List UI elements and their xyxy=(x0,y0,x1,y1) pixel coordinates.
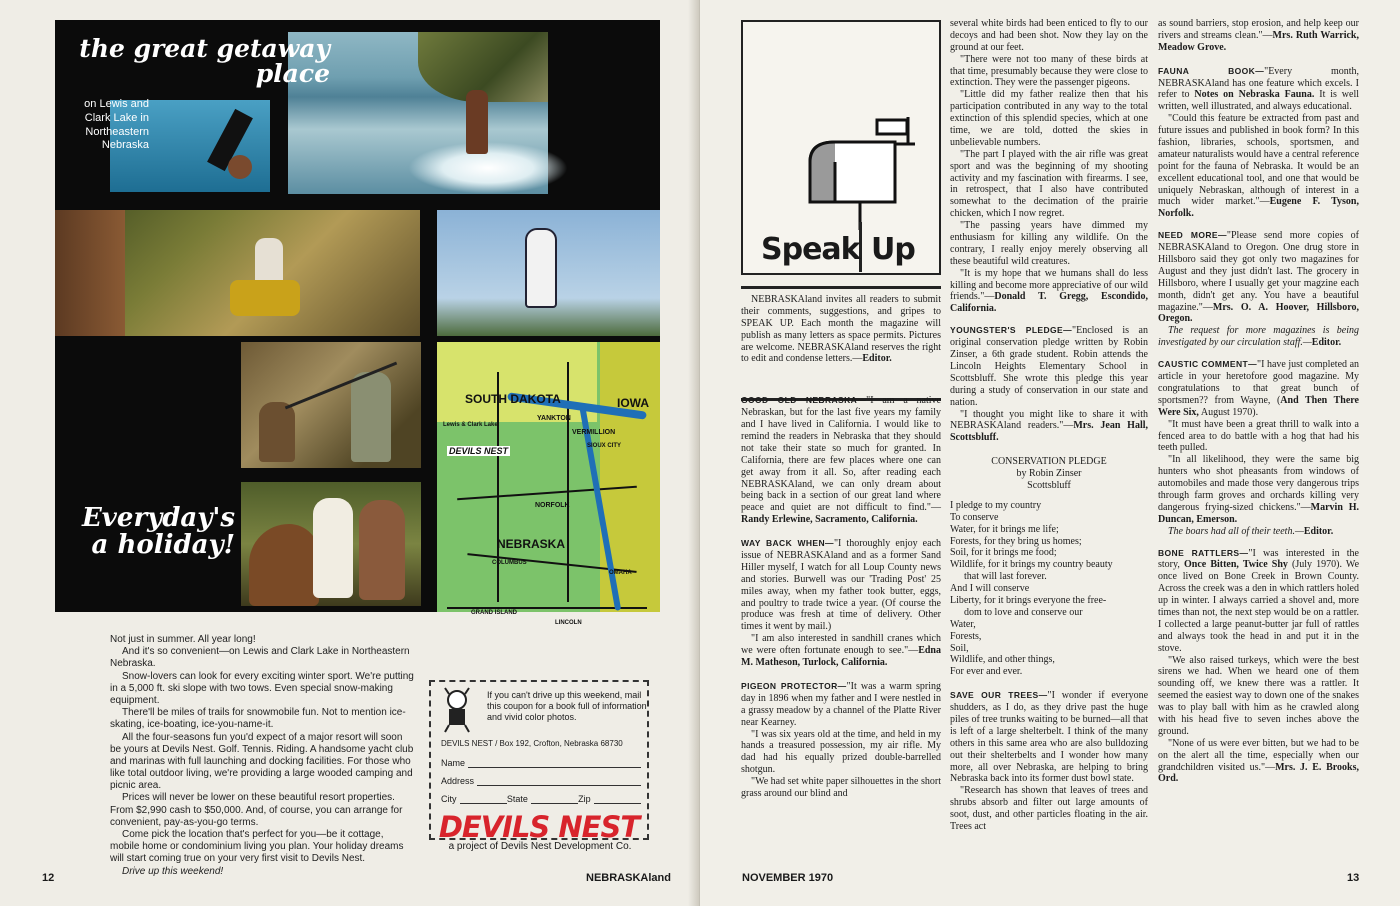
ad-paragraph: All the four-seasons fun you'd expect of a major resort will soon be yours at Devils Nest. Golf. Tennis. Riding. A handsome yacht club and marinas with full launching and docking facilities. For those who like total outdoor living, we're providing a large wooded camping and picnic area. xyxy=(110,731,414,792)
map-label-lake: Lewis & Clark Lake xyxy=(443,422,498,428)
letter-paragraph: "It is my hope that we humans shall do less killing and become more appreciative of our wild friends."—Donald T. Gregg, Escondido, California. xyxy=(950,267,1148,315)
ad-paragraph: Prices will never be lower on these beautiful resort properties. From $2,990 cash to $50,000. And, of course, you can arrange for convenient, pay-as-you-go terms. xyxy=(110,792,403,828)
coupon-address-label: Address xyxy=(441,776,475,786)
ad-paragraph: And it's so convenient—on Lewis and Clark Lake in Northeastern Nebraska. xyxy=(110,646,410,670)
location-map xyxy=(437,342,660,626)
map-town: SIOUX CITY xyxy=(587,443,622,449)
map-label-nebraska: NEBRASKA xyxy=(497,537,566,551)
coupon-instructions: If you can't drive up this weekend, mail this coupon for a book full of information and vivid color photos. xyxy=(487,690,647,722)
devils-nest-logo: DEVILS NEST xyxy=(438,810,640,844)
coupon-name-label: Name xyxy=(441,758,466,768)
letter-paragraph: as sound barriers, stop erosion, and help keep our rivers and streams clean."—Mrs. Ruth Warrick, Meadow Grove. xyxy=(1158,18,1359,53)
speak-up-logo xyxy=(741,20,941,275)
coupon-city-state-zip-field[interactable] xyxy=(441,794,641,804)
letter-youngsters-pledge: YOUNGSTER'S PLEDGE—"Enclosed is an original conservation pledge written by Robin Zinser, a 6th grade student. Robin attends the Lincoln Heights Elementary School in Scottsbluff. She wrote this pledge this year during a study of conservation in our state and nation. xyxy=(950,325,1148,408)
ad-paragraph: Not just in summer. All year long! xyxy=(110,634,256,645)
map-town: GRAND ISLAND xyxy=(471,610,517,616)
location-note: on Lewis and Clark Lake in Northeastern Nebraska xyxy=(84,98,149,152)
letter-paragraph: several white birds had been enticed to fly to our decoys and had been shot. Now they lay on the ground at our feet. xyxy=(950,18,1148,53)
ad-paragraph: There'll be miles of trails for snowmobile fun. Not to mention ice-skating, ice-boating, ice-you-name-it. xyxy=(110,707,406,731)
letter-paragraph: "In all likelihood, they were the same big hunters who shot pheasants from windows of automobiles and made those very dangerous trips through farm groves and orchards killing very dangerous frying-sized chickens."—Marvin H. Duncan, Emerson. xyxy=(1158,454,1360,525)
poem-text: Water, Forests, Soil, Wildlife, and other things, For ever and ever. xyxy=(950,618,1055,678)
letter-paragraph: "We also raised turkeys, which were the best sirens we had. When we heard one of them sounding off, we knew there was a rattler. It seemed the easiest way to down one of the snakes was to play ball with him as he crawled along with his head five to seven inches above the ground. xyxy=(1158,654,1359,737)
letter-paragraph: "I am also interested in sandhill cranes which we were often fortunate enough to see."—Edna M. Matheson, Turlock, California. xyxy=(741,633,941,669)
horse-riders-photo xyxy=(241,482,421,606)
map-town: OMAHA xyxy=(609,570,632,576)
letter-fauna-book: FAUNA BOOK—"Every month, NEBRASKAland has one feature which excels. I refer to Notes on Nebraska Fauna. It is well written, well illustrated, and always educational. xyxy=(1158,65,1359,113)
letter-paragraph: "It must have been a great thrill to walk into a fenced area to do battle with a hog that had his teeth pulled. xyxy=(1158,418,1359,454)
ad-paragraph: Come pick the location that's perfect for you—be it cottage, mobile home or condominium living you plan. Your holiday dreams will start coming true on your very first visit to Devils Nest. xyxy=(110,829,404,865)
letter-paragraph: "Could this feature be extracted from past and future issues and published in book form? In this fashion, libraries, schools, sportsmen, and amateur naturalists would have a central reference point for the fauna of Nebraska. It would be an excellent educational tool, and one that would be uniquely Nebraskan, although of interest in a much wider market."—Eugene F. Tyson, Norfolk. xyxy=(1158,113,1360,220)
poem-text: dom to love and conserve our xyxy=(964,606,1083,618)
poem-title: CONSERVATION PLEDGE by Robin Zinser Scottsbluff xyxy=(991,456,1107,491)
letter-caustic-comment: CAUSTIC COMMENT—"I have just completed an article in your heretofore good magazine. My congratulations to that great bunch of sportsmen?? from Wayne, (And Then There Were Six, August 1970). xyxy=(1158,359,1360,418)
ad-paragraph: Snow-lovers can look for every exciting winter sport. We're putting in a 5,000 ft. ski slope with two tows. Even special snow-making equipment. xyxy=(110,670,414,706)
poem-text: that will last forever. xyxy=(964,571,1047,583)
coupon-name-field[interactable] xyxy=(441,758,641,768)
developer-credit: a project of Devils Nest Development Co. xyxy=(448,841,632,852)
map-town: LINCOLN xyxy=(555,620,582,626)
map-town: COLUMBUS xyxy=(492,560,527,566)
letter-need-more: NEED MORE—"Please send more copies of NEBRASKAland to Oregon. One drug store in Hillsboro said they got only two magazines for August and they just didn't last. The grocery in Hillsboro, where I usually get your magzine each month, didn't get any. You have a beautiful magazine."—Mrs. O. A. Hoover, Hillsboro, Oregon. xyxy=(1158,230,1359,325)
coupon-city-label: City xyxy=(441,794,457,804)
page-number-left: 12 xyxy=(42,872,55,884)
ad-tagline: Drive up this weekend! xyxy=(122,865,224,877)
editor-reply: The boars had all of their teeth.—Editor. xyxy=(1168,525,1334,537)
letters-column-3 xyxy=(1158,18,1359,785)
map-label-iowa: IOWA xyxy=(617,396,649,410)
letter-pigeon-protector: PIGEON PROTECTOR—"It was a warm spring day in 1896 when my father and I were nestled in a grassy meadow by a channel of the Platte River near Kearney. xyxy=(741,680,941,728)
map-label-south-dakota: SOUTH DAKOTA xyxy=(465,392,561,406)
map-label-devils-nest: DEVILS NEST xyxy=(449,446,509,456)
speak-up-word-speak: Speak xyxy=(761,232,860,267)
letter-way-back-when: WAY BACK WHEN—"I thoroughly enjoy each issue of NEBRASKAland and as a former Sand Hiller myself, I watch for all Loup County news and stories. Burwell was our 'Trading Post' 25 miles away, when my father took butter, eggs, and poultry to trade twice a year. (Of course the produce was fresh at time of delivery. Other times it went by mail.) xyxy=(741,538,941,633)
letter-paragraph: "None of us were ever bitten, but we had to be on the alert all the time, especially when our grandchildren visited us."—Mrs. J. E. Brooks, Ord. xyxy=(1158,737,1359,785)
headline-everydays-a-holiday: Everyday's a holiday! xyxy=(81,503,235,561)
hunters-photo xyxy=(241,342,421,468)
map-town: NORFOLK xyxy=(535,502,570,509)
coupon-zip-label: Zip xyxy=(578,794,591,804)
letter-paragraph: "I thought you might like to share it with NEBRASKAland readers."—Mrs. Jean Hall, Scottsbluff. xyxy=(950,408,1148,444)
letter-paragraph: "There were not too many of these birds at that time, presumably because they were close to extinction. They were the passenger pigeons. xyxy=(950,53,1148,89)
devil-mascot-icon xyxy=(439,688,475,732)
poem-text: I pledge to my country To conserve Water, for it brings me life; Forests, for they bring us homes; Soil, for it brings me food; Wildlife, for it brings my country beauty xyxy=(950,499,1113,571)
letter-paragraph: "I was six years old at the time, and held in my hands a treasured possession, my air rifle. My dad had his equally prized double-barrelled shotgun. xyxy=(741,728,941,776)
letters-column-2 xyxy=(950,18,1148,833)
editor-reply: The request for more magazines is being investigated by our circulation staff.—Editor. xyxy=(1158,325,1359,349)
letter-paragraph: "The part I played with the air rifle was great sport and was the beginning of my shooting activity and my fascination with firearms. I see, in retrospect, that I also have contributed somewhat to the decimation of the prairie chicken, which I now regret. xyxy=(950,148,1148,220)
poem-text: And I will conserve Liberty, for it brings everyone the free- xyxy=(950,583,1107,606)
letter-paragraph: "We had set white paper silhouettes in the short grass around our blind and xyxy=(741,776,941,799)
letters-column-1 xyxy=(741,294,941,800)
page-number-right: 13 xyxy=(1347,872,1360,884)
letter-good-old-nebraska: GOOD OLD NEBRASKA—"I am a native Nebraskan, but for the last five years my family and I have lived in California. I would like to remind the readers in Nebraska that they should not take their state so much for granted. In California, there are few places where one can get away from it all. So, after reading each NEBRASKAland, we can only dream about being back in a section of our great land where peace and quiet are not difficult to find."—Randy Erlewine, Sacramento, California. xyxy=(741,395,941,526)
speak-up-word-up: Up xyxy=(871,232,915,267)
coupon-mailing-address: DEVILS NEST / Box 192, Crofton, Nebraska 68730 xyxy=(441,739,623,748)
letter-paragraph: "The passing years have dimmed my enthusiasm for killing any wildlife. On the contrary, I really enjoy merely observing all these beautiful wild creatures. xyxy=(950,220,1148,267)
snow-skier-photo xyxy=(437,210,660,336)
letter-bone-rattlers: BONE RATTLERS—"I was interested in the story, Once Bitten, Twice Shy (July 1970). We once lived on Bone Creek in Brown County. Across the creek was a den in which rattlers holed up in winter. I always carried a shovel and, more times than not, the next step would be on a rattler. I collected a large peanut-butter jar full of rattles and always took the head in and put it in the stove. xyxy=(1158,547,1360,654)
coupon-state-label: State xyxy=(506,794,528,804)
issue-date: NOVEMBER 1970 xyxy=(742,872,834,884)
map-town: VERMILLION xyxy=(572,429,616,436)
letter-paragraph: "Little did my father realize then that his participation contributed in any way to the total extinction of this splendid species, which at one time, we are told, dotted the skies in unbelievable numbers. xyxy=(950,89,1148,148)
coupon-address-field[interactable] xyxy=(441,776,641,786)
map-town: YANKTON xyxy=(537,415,571,422)
column-rule xyxy=(741,286,941,289)
devils-nest-ad xyxy=(55,20,660,626)
letter-paragraph: "Research has shown that leaves of trees and shrubs absorb and filter out large amounts of soot, dust, and other particles floating in the air. Trees act xyxy=(950,785,1148,832)
magazine-name: NEBRASKAland xyxy=(586,872,671,884)
intro-paragraph: NEBRASKAland invites all readers to submit their comments, suggestions, and gripes to SPEAK UP. Each month the magazine will publish as many letters as space permits. Pictures are welcome. NEBRASKAland reserves the right to edit and condense letters.—Editor. xyxy=(741,294,941,365)
letter-save-our-trees: SAVE OUR TREES—"I wonder if everyone shudders, as I do, as they drive past the huge piles of tree trunks waiting to be burned—all that is left of a large shelterbelt. I think of the many others in this same area who are also bulldozing out their shelterbelts and I wonder how many more, all over Nebraska, are helping to bring Nebraska back into its former dust bowl state. xyxy=(950,690,1149,785)
ad-body-copy xyxy=(110,634,415,878)
mailbox-icon xyxy=(805,122,925,232)
motorbike-photo xyxy=(55,210,420,336)
headline-great-getaway: the great getaway place xyxy=(79,34,330,88)
